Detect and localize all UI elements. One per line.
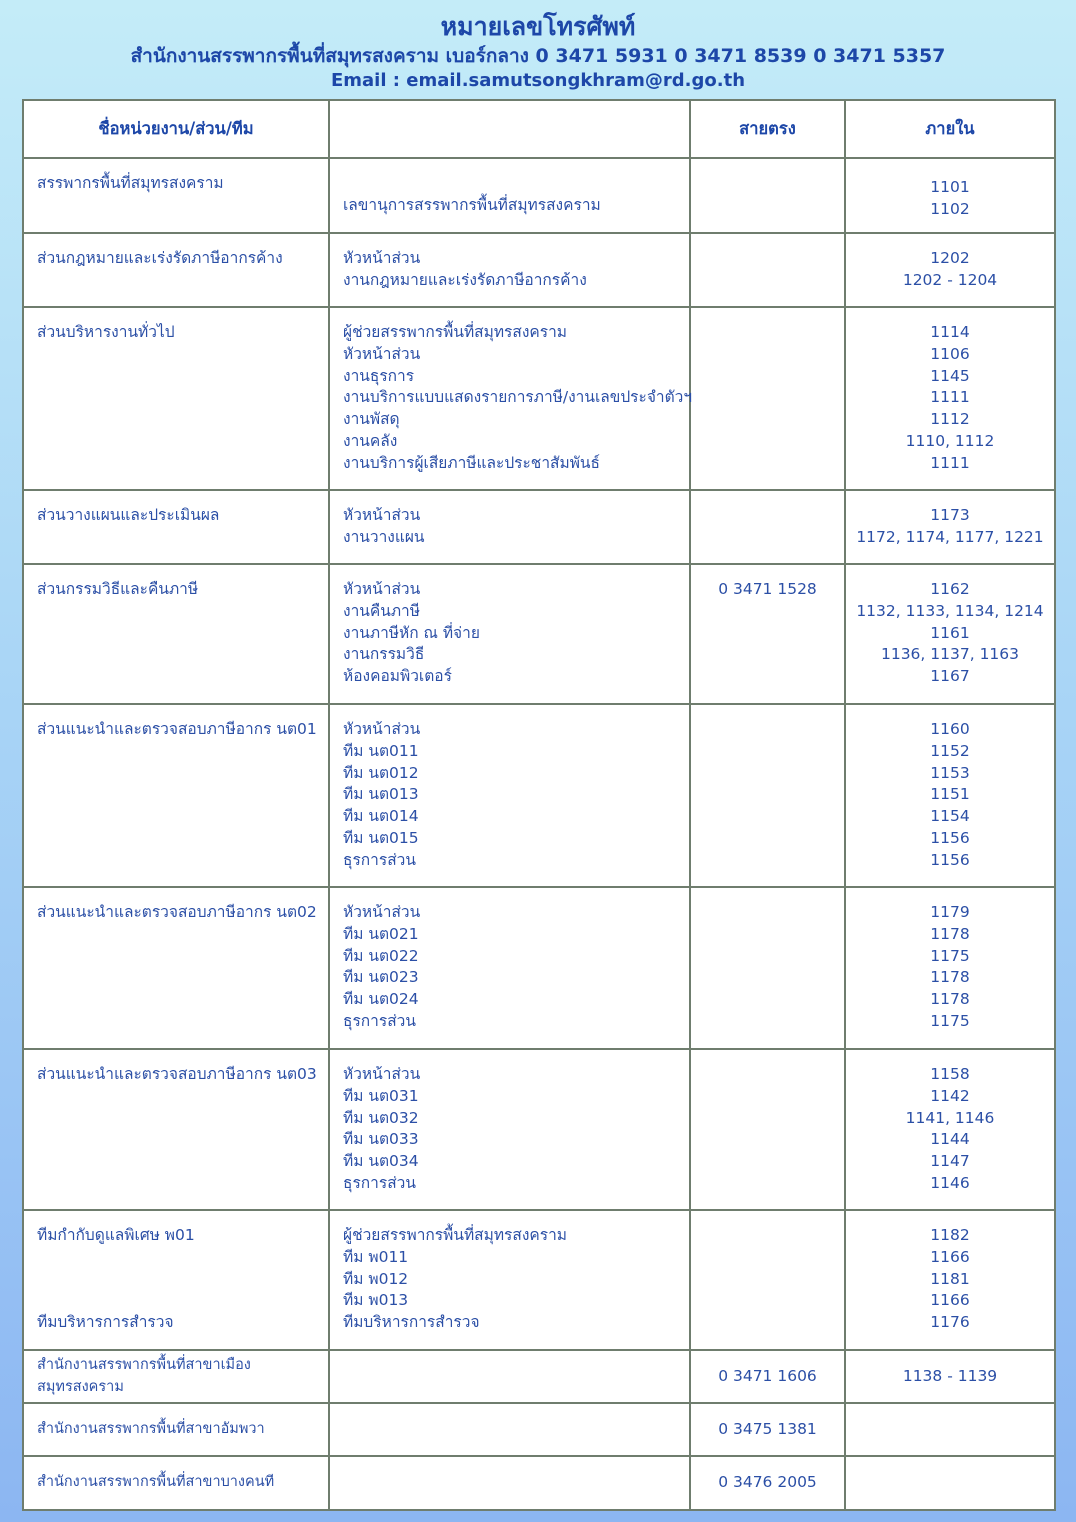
cell-line: 1111 [930, 388, 970, 407]
cell-line: 1106 [930, 344, 970, 363]
unit-cell [23, 887, 329, 1049]
items-cell [329, 1210, 690, 1350]
direct-line-value [691, 173, 844, 195]
branch-direct-cell: 0 3475 1381 [690, 1403, 845, 1456]
cell-line: งานกฎหมายและเร่งรัดภาษีอากรค้าง [343, 270, 587, 289]
cell-line: 1153 [930, 763, 970, 782]
cell-line: 1132, 1133, 1134, 1214 [856, 601, 1044, 620]
cell-line: 1176 [930, 1313, 970, 1332]
column-header-internal: ภายใน [845, 100, 1055, 158]
cell-line: 1173 [930, 506, 970, 524]
cell-line: 1111 [930, 453, 970, 472]
cell-line: ทีม นต013 [343, 785, 419, 804]
table-row [23, 887, 1055, 1049]
internal-ext-cell [845, 704, 1055, 887]
cell-line: ส่วนแนะนำและตรวจสอบภาษีอากร นต03 [37, 1065, 317, 1083]
cell-line: งานพัสดุ [343, 410, 400, 429]
cell-line: 1162 [930, 580, 970, 598]
items-cell [329, 1049, 690, 1210]
column-header-unit: ชื่อหน่วยงาน/ส่วน/ทีม [23, 100, 329, 158]
cell-line: งานกรรมวิธี [343, 645, 425, 664]
cell-line: 1160 [930, 720, 970, 738]
cell-line: 1166 [930, 1247, 970, 1266]
cell-line: 1136, 1137, 1163 [880, 645, 1020, 664]
cell-line: 1102 [930, 199, 970, 218]
direct-line-cell [690, 564, 845, 704]
internal-ext-cell [845, 564, 1055, 704]
cell-line: เลขานุการสรรพากรพื้นที่สมุทรสงคราม [343, 195, 601, 214]
cell-line: ทีม นต031 [343, 1086, 419, 1105]
cell-line: 1151 [930, 785, 970, 804]
unit-cell [23, 158, 329, 233]
cell-line: งานคลัง [343, 431, 398, 450]
cell-line: 1181 [930, 1269, 970, 1288]
direct-line-cell [690, 704, 845, 887]
direct-line-value [691, 719, 844, 741]
column-header-direct: สายตรง [690, 100, 845, 158]
cell-line: 1146 [930, 1173, 970, 1192]
unit-cell [23, 1210, 329, 1350]
direct-line-value [691, 322, 844, 344]
direct-line-value [691, 1064, 844, 1086]
table-row [23, 1049, 1055, 1210]
cell-line: ทีมบริหารการสำรวจ [343, 1313, 480, 1332]
cell-line: ส่วนวางแผนและประเมินผล [37, 506, 220, 524]
cell-line: งานภาษีหัก ณ ที่จ่าย [343, 623, 480, 642]
direct-line-cell [690, 1049, 845, 1210]
cell-line: 1178 [930, 968, 970, 987]
cell-line: ทีม พ011 [343, 1247, 409, 1266]
cell-line: 1166 [930, 1291, 970, 1310]
branch-internal-cell: 1138 - 1139 [845, 1350, 1055, 1403]
cell-line: ธุรการส่วน [343, 850, 416, 869]
cell-line: สรรพากรพื้นที่สมุทรสงคราม [37, 174, 224, 192]
cell-line: 1156 [930, 828, 970, 847]
branch-row [23, 1350, 1055, 1403]
branch-unit-cell: สำนักงานสรรพากรพื้นที่สาขาอัมพวา [23, 1403, 329, 1456]
internal-ext-cell [845, 1049, 1055, 1210]
cell-line: ทีม นต024 [343, 990, 419, 1009]
email-line: Email : email.samutsongkhram@rd.go.th [330, 70, 746, 91]
branch-row [23, 1403, 1055, 1456]
cell-line: หัวหน้าส่วน [343, 720, 421, 738]
cell-line: ทีมบริหารการสำรวจ [37, 1313, 174, 1332]
cell-line: 1145 [930, 366, 970, 385]
table-header-row [23, 100, 1055, 158]
table-body [23, 158, 1055, 1510]
cell-line: งานธุรการ [343, 366, 415, 385]
branch-unit-cell: สำนักงานสรรพากรพื้นที่สาขาเมืองสมุทรสงคราม [23, 1350, 329, 1403]
cell-line: 1110, 1112 [905, 431, 995, 450]
cell-line [37, 1290, 318, 1312]
unit-cell [23, 490, 329, 564]
items-cell [329, 564, 690, 704]
cell-line: 1144 [930, 1130, 970, 1149]
cell-line: ส่วนกฎหมายและเร่งรัดภาษีอากรค้าง [37, 249, 283, 267]
direct-line-value [691, 248, 844, 270]
cell-line: ธุรการส่วน [343, 1011, 416, 1030]
branch-items-cell [329, 1403, 690, 1456]
cell-line: ส่วนแนะนำและตรวจสอบภาษีอากร นต02 [37, 903, 317, 921]
cell-line [343, 173, 679, 195]
items-cell [329, 233, 690, 307]
cell-line: 1112 [930, 410, 970, 429]
cell-line: หัวหน้าส่วน [343, 903, 421, 921]
cell-line: หัวหน้าส่วน [343, 506, 421, 524]
cell-line: 1178 [930, 924, 970, 943]
cell-line: ผู้ช่วยสรรพากรพื้นที่สมุทรสงคราม [343, 1226, 568, 1244]
cell-line: 1114 [930, 323, 970, 341]
cell-line: 1202 - 1204 [902, 270, 998, 289]
cell-line: 1167 [930, 667, 970, 686]
table-row [23, 1210, 1055, 1350]
direct-line-cell [690, 490, 845, 564]
unit-cell [23, 704, 329, 887]
phone-directory-table [22, 99, 1056, 1511]
table-row [23, 704, 1055, 887]
items-cell [329, 704, 690, 887]
unit-cell [23, 564, 329, 704]
table-row [23, 564, 1055, 704]
cell-line: 1161 [930, 623, 970, 642]
cell-line: งานคืนภาษี [343, 601, 420, 620]
internal-ext-cell [845, 233, 1055, 307]
cell-line: ส่วนบริหารงานทั่วไป [37, 323, 175, 341]
cell-line: งานวางแผน [343, 527, 425, 546]
cell-line: ทีม นต014 [343, 807, 419, 826]
cell-line: 1172, 1174, 1177, 1221 [856, 527, 1044, 546]
cell-line: 1152 [930, 741, 970, 760]
direct-line-cell [690, 307, 845, 490]
direct-line-cell [690, 158, 845, 233]
column-header-items [329, 100, 690, 158]
items-cell [329, 158, 690, 233]
page-header [0, 10, 1076, 93]
direct-line-value [691, 505, 844, 527]
internal-ext-cell [845, 490, 1055, 564]
branch-direct-cell: 0 3471 1606 [690, 1350, 845, 1403]
branch-internal-cell [845, 1456, 1055, 1510]
branch-items-cell [329, 1456, 690, 1510]
branch-internal-cell [845, 1403, 1055, 1456]
cell-line: ธุรการส่วน [343, 1173, 416, 1192]
branch-row [23, 1456, 1055, 1510]
cell-line: หัวหน้าส่วน [343, 580, 421, 598]
cell-line: 1141, 1146 [905, 1108, 995, 1127]
table-row [23, 158, 1055, 233]
cell-line: ทีม นต012 [343, 763, 419, 782]
cell-line: ส่วนกรรมวิธีและคืนภาษี [37, 580, 199, 598]
cell-line: ทีมกำกับดูแลพิเศษ พ01 [37, 1226, 195, 1244]
direct-line-cell [690, 233, 845, 307]
internal-ext-cell [845, 307, 1055, 490]
direct-line-value [691, 1225, 844, 1247]
table-row [23, 307, 1055, 490]
cell-line: งานบริการแบบแสดงรายการภาษี/งานเลขประจำตัวฯ [343, 388, 693, 407]
internal-ext-cell [845, 887, 1055, 1049]
cell-line: ทีม นต033 [343, 1130, 419, 1149]
internal-ext-cell [845, 1210, 1055, 1350]
items-cell [329, 887, 690, 1049]
cell-line: ผู้ช่วยสรรพากรพื้นที่สมุทรสงคราม [343, 323, 568, 341]
cell-line: 1101 [930, 178, 970, 196]
cell-line: ทีม นต011 [343, 741, 419, 760]
cell-line: หัวหน้าส่วน [343, 344, 421, 363]
branch-direct-cell: 0 3476 2005 [690, 1456, 845, 1510]
unit-cell [23, 1049, 329, 1210]
cell-line: 1175 [930, 1011, 970, 1030]
cell-line: งานบริการผู้เสียภาษีและประชาสัมพันธ์ [343, 453, 600, 472]
items-cell [329, 307, 693, 490]
cell-line: 1154 [930, 807, 970, 826]
cell-line: ทีม นต034 [343, 1152, 419, 1171]
page-subtitle: สำนักงานสรรพากรพื้นที่สมุทรสงคราม เบอร์กลาง 0 3471 5931 0 3471 8539 0 3471 5357 [130, 45, 946, 67]
cell-line: ทีม พ013 [343, 1291, 409, 1310]
cell-line: 1178 [930, 990, 970, 1009]
cell-line: หัวหน้าส่วน [343, 249, 421, 267]
internal-ext-cell [845, 158, 1055, 233]
direct-line-value [691, 902, 844, 924]
cell-line: ทีม นต023 [343, 968, 419, 987]
page-title: หมายเลขโทรศัพท์ [440, 12, 636, 41]
branch-items-cell [329, 1350, 690, 1403]
cell-line: 1202 [930, 249, 970, 267]
unit-cell [23, 233, 329, 307]
cell-line: ทีม นต015 [343, 828, 419, 847]
cell-line: 1158 [930, 1065, 970, 1083]
cell-line: 1156 [930, 850, 970, 869]
cell-line: ทีม นต021 [343, 924, 419, 943]
cell-line: หัวหน้าส่วน [343, 1065, 421, 1083]
direct-line-cell [690, 887, 845, 1049]
cell-line: 1182 [930, 1226, 970, 1244]
cell-line: 1175 [930, 946, 970, 965]
direct-line-value: 0 3471 1528 [718, 580, 817, 598]
cell-line: ห้องคอมพิวเตอร์ [343, 667, 452, 686]
cell-line: 1142 [930, 1086, 970, 1105]
cell-line: 1147 [930, 1152, 970, 1171]
table-row [23, 233, 1055, 307]
table-row [23, 490, 1055, 564]
cell-line: ทีม นต032 [343, 1108, 419, 1127]
cell-line [37, 1269, 318, 1291]
cell-line: ทีม พ012 [343, 1269, 409, 1288]
direct-line-cell [690, 1210, 845, 1350]
cell-line [37, 1247, 318, 1269]
cell-line: 1179 [930, 903, 970, 921]
items-cell [329, 490, 690, 564]
unit-cell [23, 307, 329, 490]
cell-line: ทีม นต022 [343, 946, 419, 965]
branch-unit-cell: สำนักงานสรรพากรพื้นที่สาขาบางคนที [23, 1456, 329, 1510]
cell-line: ส่วนแนะนำและตรวจสอบภาษีอากร นต01 [37, 720, 317, 738]
